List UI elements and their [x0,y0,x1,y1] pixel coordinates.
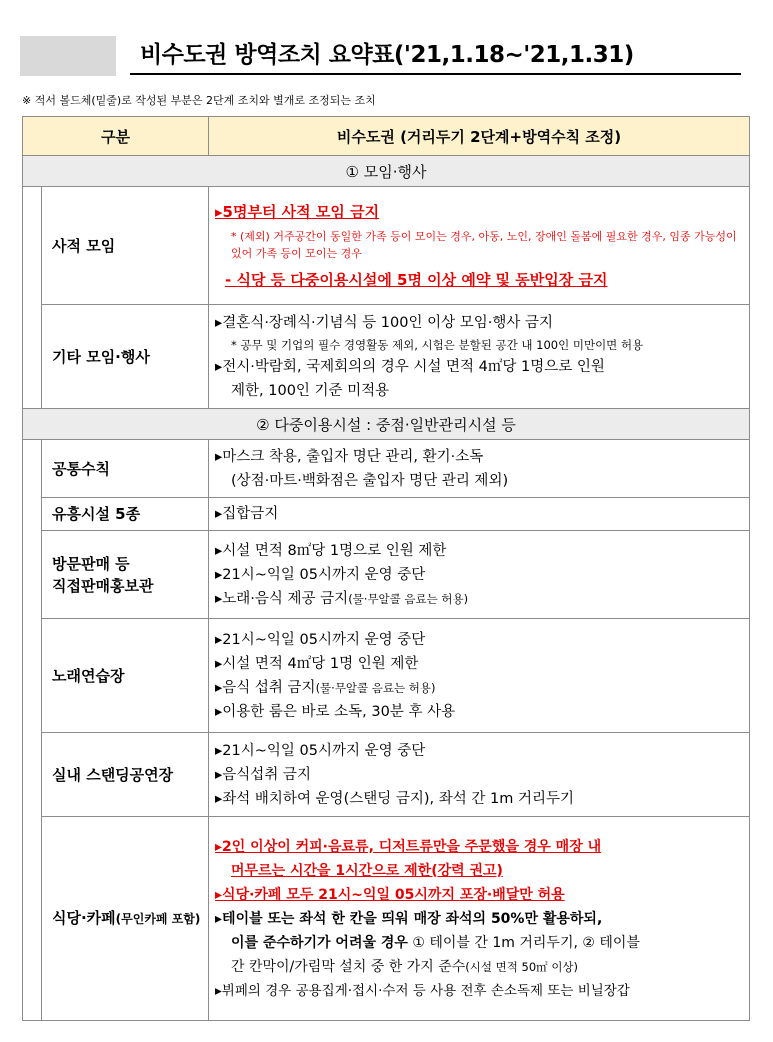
measures-restaurant [209,817,750,1021]
table-row [23,531,750,619]
measures-table [22,116,750,1021]
category-common: 공통수칙 [42,440,209,498]
measures-entertainment [209,498,750,531]
measure-line [215,676,743,700]
measure-line: 머무르는 시간을 1시간으로 제한(강력 권고) [231,862,503,879]
table-row [23,619,750,733]
measure-line: ▸이용한 룸은 바로 소독, 30분 후 사용 [215,703,456,720]
measure-line: (상점·마트·백화점은 출입자 명단 관리 제외) [231,472,509,489]
measure-text: ① 테이블 간 1m 거리두기, ② 테이블 [407,934,640,951]
measure-line: ▸5명부터 사적 모임 금지 [215,202,380,221]
category-label-small: (무인카페 포함) [115,912,201,926]
measure-line: ▸좌석 배치하여 운영(스탠딩 금지), 좌석 간 1m 거리두기 [215,790,574,807]
table-row [23,187,750,305]
measure-text: 간 칸막이/가림막 설치 중 한 가지 준수 [231,958,466,975]
section-title-facilities: ② 다중이용시설 : 중점·일반관리시설 등 [23,409,750,440]
measure-line: ▸시설 면적 8㎡당 1명으로 인원 제한 [215,542,447,559]
measure-line: ▸2인 이상이 커피·음료류, 디저트류만을 주문했을 경우 매장 내 [215,838,602,855]
measures-karaoke [209,619,750,733]
page-title: 비수도권 방역조치 요약표('21,1.18~'21,1.31) [140,42,634,68]
table-row [23,440,750,498]
section-row [23,156,750,187]
category-standing-venue: 실내 스탠딩공연장 [42,733,209,817]
measures-private-gathering [209,187,750,305]
measure-line: ▸뷔페의 경우 공용집게·접시·수저 등 사용 전후 손소독제 또는 비닐장갑 [215,982,630,999]
note-text: ※ 적서 볼드체(밑줄)로 작성된 부분은 2단계 조치와 별개로 조정되는 조치 [22,94,376,107]
category-karaoke: 노래연습장 [42,619,209,733]
measure-line: ▸21시~익일 05시까지 운영 중단 [215,742,426,759]
title-decoration [20,36,116,76]
header-measures: 비수도권 (거리두기 2단계+방역수칙 조정) [209,117,750,156]
measure-line: - 식당 등 다중이용시설에 5명 이상 예약 및 동반입장 금지 [225,270,608,289]
title-underline [130,73,741,75]
category-entertainment: 유흥시설 5종 [42,498,209,531]
measure-line [215,955,743,979]
measure-line: ▸집합금지 [215,506,279,522]
measure-note: * (제외) 거주공간이 동일한 가족 등이 모이는 경우, 아동, 노인, 장애인 돌봄에 필요한 경우, 임종 가능성이 있어 가족 등이 모이는 경우 [231,229,737,260]
measures-door-to-door [209,531,750,619]
table-header-row [23,117,750,156]
measure-line: ▸21시~익일 05시까지 운영 중단 [215,566,426,583]
category-label: 방문판매 등 [52,554,130,573]
measure-line [215,931,743,955]
measure-line [215,587,743,611]
measure-text: ▸음식 섭취 금지 [215,679,316,696]
section-title-gatherings: ① 모임·행사 [23,156,750,187]
measure-line: ▸테이블 또는 좌석 한 칸을 띄워 매장 좌석의 50%만 활용하되, [215,910,603,927]
table-row [23,305,750,409]
measure-small-text: (물·무알콜 음료는 허용) [315,680,436,695]
indent-cell [23,440,42,1021]
measure-line: ▸음식섭취 금지 [215,766,311,783]
category-restaurant [42,817,209,1021]
table-row [23,817,750,1021]
category-other-events: 기타 모임·행사 [42,305,209,409]
measures-other-events [209,305,750,409]
table-row [23,733,750,817]
measures-standing-venue [209,733,750,817]
measure-text: ▸노래·음식 제공 금지 [215,590,349,607]
measures-common [209,440,750,498]
measure-small-text: (시설 면적 50㎡ 이상) [465,959,579,974]
indent-cell [23,187,42,409]
measure-line: ▸21시~익일 05시까지 운영 중단 [215,631,426,648]
measure-line: 제한, 100인 기준 미적용 [231,382,390,399]
category-door-to-door [42,531,209,619]
measure-line: ▸전시·박람회, 국제회의의 경우 시설 면적 4㎡당 1명으로 인원 [215,358,605,375]
measure-line: ▸마스크 착용, 출입자 명단 관리, 환기·소독 [215,448,484,465]
table-row [23,498,750,531]
category-label: 직접판매홍보관 [52,576,154,595]
measure-small-text: (물·무알콜 음료는 허용) [348,591,469,606]
measure-line: ▸시설 면적 4㎡당 1명 인원 제한 [215,655,419,672]
header-category: 구분 [23,117,209,156]
measure-bold-text: 이를 준수하기가 어려울 경우 [231,934,408,951]
measure-line: ▸식당·카페 모두 21시~익일 05시까지 포장·배달만 허용 [215,886,565,903]
measure-note: * 공무 및 기업의 필수 경영활동 제외, 시험은 분할된 공간 내 100인 미만이면 허용 [231,337,644,352]
category-private-gathering: 사적 모임 [42,187,209,305]
category-label: 식당·카페 [52,909,116,927]
section-row [23,409,750,440]
measure-line: ▸결혼식·장례식·기념식 등 100인 이상 모임·행사 금지 [215,314,553,331]
